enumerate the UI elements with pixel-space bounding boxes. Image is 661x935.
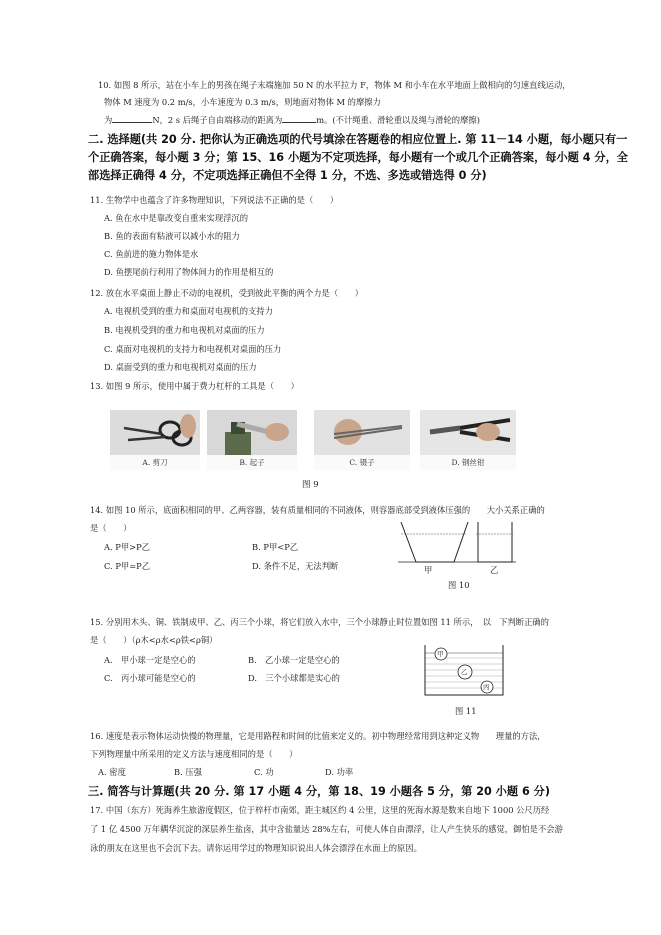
photo-bottle-opener [207,410,297,470]
q15-stem-line-2: 是（ ）（ρ木<ρ水<ρ铁<ρ铜） [90,635,218,645]
q11-option-c: C. 鱼前进的施力物体是水 [104,249,199,259]
q12-option-c: C. 桌面对电视机的支持力和电视机对桌面的压力 [104,344,282,354]
container-jia-label: 甲 [424,565,433,575]
q10-line-3 [104,114,480,126]
q13-stem: 13. 如图 9 所示，使用中属于费力杠杆的工具是（ ） [90,381,299,391]
section2-heading-line-3: 部选择正确得 4 分，不定项选择正确但不全得 1 分，不选、多选或错选得 0 分) [88,169,487,182]
section2-heading-line-1: 二. 选择题(共 20 分. 把你认为正确选项的代号填涂在答题卷的相应位置上. 第 11－14 小题，每小题只有一 [88,133,628,146]
figure-11-label: 图 11 [455,706,477,716]
q17-line-3: 泳的朋友在这里也不会沉下去。请你运用学过的物理知识说出人体会漂浮在水面上的原因。 [90,843,422,853]
photo-caption-a: A. 剪刀 [110,455,200,470]
q12-option-b: B. 电视机受到的重力和电视机对桌面的压力 [104,325,265,335]
q12-option-d: D. 桌面受到的重力和电视机对桌面的压力 [104,362,257,372]
q16-option-a: A. 密度 [98,767,126,777]
q14-option-b: B. P甲<P乙 [252,542,299,552]
figure-10-containers [398,520,516,566]
ball-jia-label: 甲 [437,650,444,658]
figure-10-label: 图 10 [448,580,470,590]
q11-stem: 11. 生物学中也蕴含了许多物理知识，下列说法不正确的是（ ） [90,195,339,205]
ball-yi-label: 乙 [461,668,468,676]
q10-answer-blank-1[interactable] [112,114,152,123]
bottle-opener-icon [207,410,297,455]
q10-line-3-prefix: 为 [104,115,113,125]
photo-pliers [420,410,516,470]
figure-9-label: 图 9 [302,480,319,490]
photo-caption-c: C. 镊子 [314,455,410,470]
q16-stem-line-2: 下列物理量中所采用的定义方法与速度相同的是（ ） [90,749,298,759]
q16-option-d: D. 功率 [325,767,354,777]
q14-option-d: D. 条件不足，无法判断 [252,561,339,571]
q14-stem-line-1: 14. 如图 10 所示，底面积相同的甲、乙两容器，装有质量相同的不同液体，则容器底部受到液体压强的 大小关系正确的 [90,505,545,515]
q10-line-1: 10. 如图 8 所示，站在小车上的男孩在绳子末端施加 50 N 的水平拉力 F，物体 M 和小车在水平地面上做相向的匀速直线运动， [98,80,571,90]
q15-option-c: C. 丙小球可能是空心的 [104,673,196,683]
photo-caption-b: B. 起子 [207,455,297,470]
q11-option-a: A. 鱼在水中是靠改变自重来实现浮沉的 [104,213,249,223]
q10-line-2: 物体 M 速度为 0.2 m/s，小车速度为 0.3 m/s，则地面对物体 M 的摩擦力 [104,97,381,107]
q14-option-a: A. P甲>P乙 [104,542,150,552]
q16-option-b: B. 压强 [174,767,202,777]
q16-stem-line-1: 16. 速度是表示物体运动快慢的物理量，它是用路程和时间的比值来定义的。初中物理经常用到这种定义物 理量的方法， [90,731,546,741]
q14-stem-line-2: 是（ ） [90,523,132,533]
scissors-icon [110,410,200,455]
q16-option-c: C. 功 [254,767,274,777]
q14-option-c: C. P甲=P乙 [104,561,151,571]
ball-bing-label: 丙 [483,683,490,691]
photo-caption-d: D. 钢丝钳 [420,455,516,470]
container-yi-label: 乙 [490,565,499,575]
q10-line-3-suffix: m。(不计绳重、滑轮重以及绳与滑轮的摩擦) [316,115,480,125]
photo-tweezers [314,410,410,470]
pliers-icon [420,410,516,455]
q10-answer-blank-2[interactable] [282,114,316,123]
q15-option-d: D. 三个小球都是实心的 [248,673,340,683]
q12-stem: 12. 放在水平桌面上静止不动的电视机，受到彼此平衡的两个力是（ ） [90,288,364,298]
q17-line-2: 了 1 亿 4500 万年耦华沉淀的深层养生盐卤，其中含盐量达 28%左右，可使人体自由漂浮，让人产生快乐的感觉，御怕是不会游 [90,824,563,834]
photo-scissors [110,410,200,470]
section2-heading-line-2: 个正确答案，每小题 3 分；第 15、16 小题为不定项选择，每小题有一个或几个正确答案，每小题 4 分，全 [88,151,628,164]
q11-option-b: B. 鱼的表面有粘液可以减小水的阻力 [104,231,240,241]
q10-line-3-middle: N，2 s 后绳子自由端移动的距离为 [152,115,283,125]
tweezers-icon [314,410,410,455]
q15-stem-line-1: 15. 分别用木头、铜、铁制成甲、乙、丙三个小球，将它们放入水中，三个小球静止时位置如图 11 所示， 以 下判断正确的 [90,617,549,627]
q15-option-a: A. 甲小球一定是空心的 [104,655,196,665]
section3-heading: 三. 简答与计算题(共 20 分. 第 17 小题 4 分，第 18、19 小题各 5 分，第 20 小题 6 分) [88,785,550,798]
q12-option-a: A. 电视机受到的重力和桌面对电视机的支持力 [104,306,273,316]
q11-option-d: D. 鱼摆尾前行利用了物体间力的作用是相互的 [104,267,274,277]
q15-option-b: B. 乙小球一定是空心的 [248,655,340,665]
q17-line-1: 17. 中国（东方）死海养生旅游度假区，位于梓杆市南郊，距主城区约 4 公里，这里的死海水源是数来自地下 1000 公尺历经 [90,805,550,815]
